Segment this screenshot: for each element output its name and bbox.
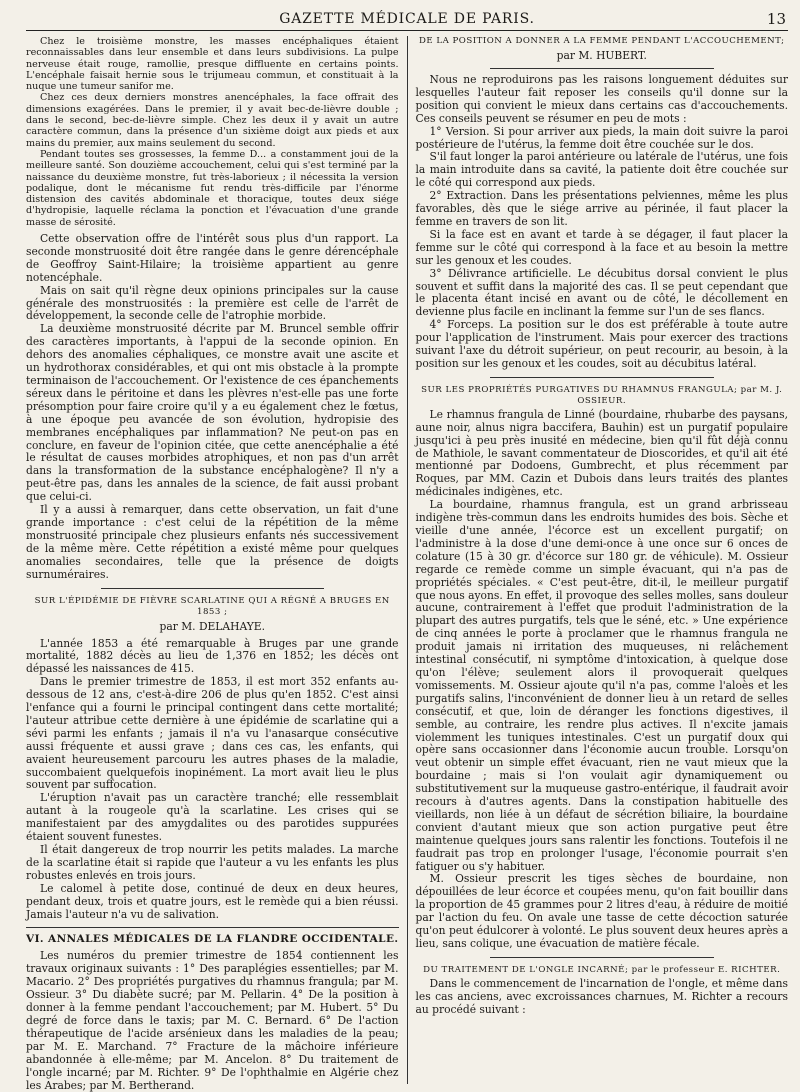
section-heading-position: DE LA POSITION A DONNER A LA FEMME PENDANT L'ACCOUCHEMENT; — [418, 36, 785, 46]
chapter-divider — [26, 927, 399, 928]
left-column — [26, 36, 407, 1092]
paragraph: Cette observation offre de l'intérêt sous plus d'un rapport. La seconde monstruosité doit être rangée dans le genre dérencéphale de Geoffroy Saint-Hilaire; la troisième appartient au genre notencéphale. — [26, 232, 399, 284]
position-article — [416, 74, 789, 371]
section-divider — [490, 377, 714, 378]
journal-title: GAZETTE MÉDICALE DE PARIS. — [279, 11, 535, 27]
paragraph: 1° Version. Si pour arriver aux pieds, la main doit suivre la paroi postérieure de l'utérus, la femme doit être couchée sur le dos. — [415, 124, 788, 151]
paragraph: L'éruption n'avait pas un caractère tranché; elle ressemblait autant à la rougeole qu'à la scarlatine. Les crises qui se manifestaient par des amygdalites ou des parotides suppurées étaient souvent funestes. — [26, 791, 399, 844]
page-number: 13 — [766, 10, 786, 28]
paragraph: La deuxième monstruosité décrite par M. Bruncel semble offrir des caractères importants, à l'appui de la seconde opinion. En dehors des anomalies céphaliques, ce monstre avait une ascite et un hydrothorax considérables, et qui ont mis obstacle à la prompte terminaison de l'accouchement. Or l'existence de ces épanchements séreux dans le péritoine et dans les plèvres n'est-elle pas une forte présomption pour faire croire qu'il y a eu également chez le fœtus, à une époque peu avancée de son évolution, hydropisie des membranes encéphaliques par inflammation? Ne peut-on pas en conclure, en faveur de l'opinion citée, que cette anencéphalie a été le résultat de causes morbides atrophiques, et non pas d'un arrêt dans la transformation de la substance encéphalogène? Il n'y a peut-être pas, dans les annales de la science, de fait aussi probant que celui-ci. — [26, 322, 399, 504]
section-heading-ongle: DU TRAITEMENT DE L'ONGLE INCARNÉ; par le professeur E. RICHTER. — [423, 964, 781, 975]
paragraph: Chez le troisième monstre, les masses encéphaliques étaient reconnaissables dans leur ensemble et dans leurs subdivisions. La pulpe nerveuse était rouge, ramollie, presque diffluente en certains points. L'encéphale faisait hernie sous le trijumeau commun, et constituait à la nuque une tumeur sanifor me. — [26, 36, 399, 93]
paragraph: Nous ne reproduirons pas les raisons longuement déduites sur lesquelles l'auteur fait reposer les conseils qu'il donne sur la position qui convient le mieux dans certains cas d'accouchements. Ces conseils peuvent se résumer en peu de mots : — [415, 73, 788, 125]
chapter-summary — [26, 950, 399, 1092]
chapter-title: VI. ANNALES MÉDICALES DE LA FLANDRE OCCIDENTALE. — [26, 933, 399, 946]
running-header — [26, 8, 788, 31]
paragraph: La bourdaine, rhamnus frangula, est un grand arbrisseau indigène très-commun dans les endroits humides des bois. Sèche et vieille d'une année, l'écorce est un excellent purgatif; on l'administre à la dose d'une demi-once à une once sur 6 onces de colature (15 à 30 gr. d'écorce sur 180 gr. de véhicule). M. Ossieur regarde ce remède comme un simple évacuant, qui n'a pas de propriétés spéciales. « C'est peut-être, dit-il, le meilleur purgatif que nous ayons. En effet, il provoque des selles molles, sans douleur aucune, contrairement à l'effet que produit l'administration de la plupart des autres purgatifs, tels que le séné, etc. » Une expérience de cinq années le porte à proclamer que le rhamnus frangula ne produit jamais ni irritation des muqueuses, ni relâchement intestinal consécutif, ni symptôme d'intoxication, à quelque dose qu'on l'élève; seulement alors il provoquerait quelques vomissements. M. Ossieur ajoute qu'il n'a pas, comme l'aloès et les purgatifs salins, l'inconvénient de donner lieu à un retard de selles consécutif, et que, loin de déranger les fonctions digestives, il semble, au contraire, les rendre plus actives. Il n'excite jamais violemment les tuniques intestinales. C'est un purgatif doux qui opère sans occasionner dans l'économie aucun trouble. Lorsqu'on veut obtenir un simple effet évacuant, rien ne vaut mieux que la bourdaine ; mais si l'on voulait agir dynamiquement ou substitutivement sur la muqueuse gastro-entérique, il faudrait avoir recours à d'autres agents. Dans la constipation habituelle des vieillards, non liée à un défaut de sécrétion biliaire, la bourdaine convient d'autant mieux que son action purgative peut être maintenue quelques jours sans ralentir les fonctions. Toutefois il ne faudrait pas trop en prolonger l'usage, l'économie pourrait s'en fatiguer ou s'y habituer. — [415, 498, 788, 873]
scarlatine-article — [26, 638, 399, 922]
author-hubert: par M. HUBERT. — [556, 49, 647, 62]
paragraph: 4° Forceps. La position sur le dos est préférable à toute autre pour l'application de l'instrument. Mais pour exercer des tractions suivant l'axe du détroit supérieur, on peut recourir, au besoin, à la position sur les genoux et les coudes, soit au décubitus latéral. — [415, 318, 788, 370]
two-column-body — [26, 36, 788, 1092]
paragraph: Chez ces deux derniers monstres anencéphales, la face offrait des dimensions exagérées. Dans le premier, il y avait bec-de-lièvre double ; dans le second, bec-de-lièvre simple. Chez les deux il y avait un autre caractère commun, dans la présence d'un sixième doigt aux pieds et aux mains du premier, aux mains seulement du second. — [26, 92, 399, 149]
paragraph: L'année 1853 a été remarquable à Bruges par une grande mortalité, 1882 décès au lieu de 1,376 en 1852; les décès ont dépassé les naissances de 415. — [26, 636, 399, 676]
paragraph: S'il faut longer la paroi antérieure ou latérale de l'utérus, une fois la main introduite dans sa cavité, la patiente doit être couchée sur le côté qui correspond aux pieds. — [415, 150, 788, 190]
paragraph: Le calomel à petite dose, continué de deux en deux heures, pendant deux, trois et quatre jours, est le remède qui a bien réussi. Jamais l'auteur n'a vu de salivation. — [26, 881, 399, 921]
paragraph: Mais on sait qu'il règne deux opinions principales sur la cause générale des monstruosités : la première est celle de l'arrêt de développement, la seconde celle de l'atrophie morbide. — [26, 283, 399, 323]
rhamnus-article — [416, 409, 789, 951]
paragraph: Le rhamnus frangula de Linné (bourdaine, rhubarbe des paysans, aune noir, alnus nigra baccifera, Bauhin) est un purgatif populaire jusqu'ici à peu près inusité en médecine, bien qu'il fût déjà connu de Mathiole, le savant commentateur de Dioscorides, et qu'il ait été mentionné par Dodoens, Gumbrecht, et plus récemment par Roques, par MM. Cazin et Dubois dans leurs traités des plantes médicinales indigènes, etc. — [415, 407, 788, 499]
section-divider — [101, 588, 325, 589]
paragraph: Il était dangereux de trop nourrir les petits malades. La marche de la scarlatine était si rapide que l'auteur a vu les enfants les plus robustes enlevés en trois jours. — [26, 843, 399, 882]
right-column — [407, 36, 789, 1084]
paragraph: Il y a aussi à remarquer, dans cette observation, un fait d'une grande importance : c'est celui de la répétition de la même monstruosité principale chez plusieurs enfants nés successivement de la même mère. Cette répétition a existé même pour quelques anomalies secondaires, telle que la présence de doigts surnuméraires. — [26, 503, 399, 581]
paragraph: Dans le premier trimestre de 1853, il est mort 352 enfants au-dessous de 12 ans, c'est-à-dire 206 de plus qu'en 1852. C'est ainsi l'enfance qui a fourni le principal contingent dans cette mortalité; l'auteur attribue cette dernière à une épidémie de scarlatine qui a sévi parmi les enfants ; jamais il n'a vu l'anasarque consécutive aussi fréquente et aussi grave ; dans ces cas, les enfants, qui avaient heureusement parcouru les autres phases de la maladie, succombaient quelquefois inopinément. La mort avait lieu le plus souvent par suffocation. — [26, 675, 399, 792]
author-delahaye: par M. DELAHAYE. — [159, 619, 265, 633]
section-divider — [490, 68, 714, 69]
paragraph: M. Ossieur prescrit les tiges sèches de bourdaine, non dépouillées de leur écorce et coupées menu, qu'on fait bouillir dans la proportion de 45 grammes pour 2 litres d'eau, à réduire de moitié par l'action du feu. On avale une tasse de cette décoction saturée qu'on peut édulcorer à volonté. Le plus souvent deux heures après a lieu, sans colique, une évacuation de matière fécale. — [415, 872, 788, 950]
paragraph: 2° Extraction. Dans les présentations pelviennes, même les plus favorables, dès que le siége arrive au périnée, il faut placer la femme en travers de son lit. — [415, 189, 788, 228]
section-heading-scarlatine: SUR L'ÉPIDÉMIE DE FIÈVRE SCARLATINE QUI A RÉGNÉ A BRUGES EN 1853 ; — [34, 595, 390, 617]
section-heading-rhamnus: SUR LES PROPRIÉTÉS PURGATIVES DU RHAMNUS FRANGULA; par M. J. OSSIEUR. — [421, 384, 783, 406]
paragraph: 3° Délivrance artificielle. Le décubitus dorsal convient le plus souvent et suffit dans la majorité des cas. Il se peut cependant que le placenta étant incisé en avant ou de côté, le décollement en devienne plus facile en inclinant la femme sur l'un de ses flancs. — [415, 266, 788, 319]
section-divider — [490, 957, 714, 958]
monster-case-notes — [26, 36, 399, 228]
paragraph: Dans le commencement de l'incarnation de l'ongle, et même dans les cas anciens, avec excroissances charnues, M. Richter a recours au procédé suivant : — [415, 976, 788, 1016]
paragraph: Pendant toutes ses grossesses, la femme D... a constamment joui de la meilleure santé. Son douzième accouchement, celui qui s'est terminé par la naissance du deuxième monstre, fut très-laborieux ; il nécessita la version podalique, dont le mécanisme fut rendu très-difficile par l'énorme distension des cavités abdominale et thoracique, toutes deux siége d'hydropisie, laquelle réclama la ponction et l'évacuation d'une grande masse de sérosité. — [26, 148, 399, 228]
ongle-article — [416, 978, 789, 1017]
monster-discussion — [26, 233, 399, 581]
paragraph: Les numéros du premier trimestre de 1854 contiennent les travaux originaux suivants : 1° Des paraplégies essentielles; par M. Macario. 2° Des propriétés purgatives du rhamnus frangula; par M. Ossieur. 3° Du diabète sucré; par M. Pellarin. 4° De la position à donner à la femme pendant l'accouchement; par M. Hubert. 5° Du degré de force dans le taxis; par M. C. Bernard. 6° De l'action thérapeutique de l'acide arsénieux dans les maladies de la peau; par M. E. Marchand. 7° Fracture de la mâchoire inférieure abandonnée à elle-même; par M. Ancelon. 8° Du traitement de l'ongle incarné; par M. Richter. 9° De l'ophthalmie en Algérie chez les Arabes; par M. Bertherand. — [26, 949, 399, 1092]
paragraph: Si la face est en avant et tarde à se dégager, il faut placer la femme sur le côté qui correspond à la face et au besoin la mettre sur les genoux et les coudes. — [415, 227, 788, 267]
